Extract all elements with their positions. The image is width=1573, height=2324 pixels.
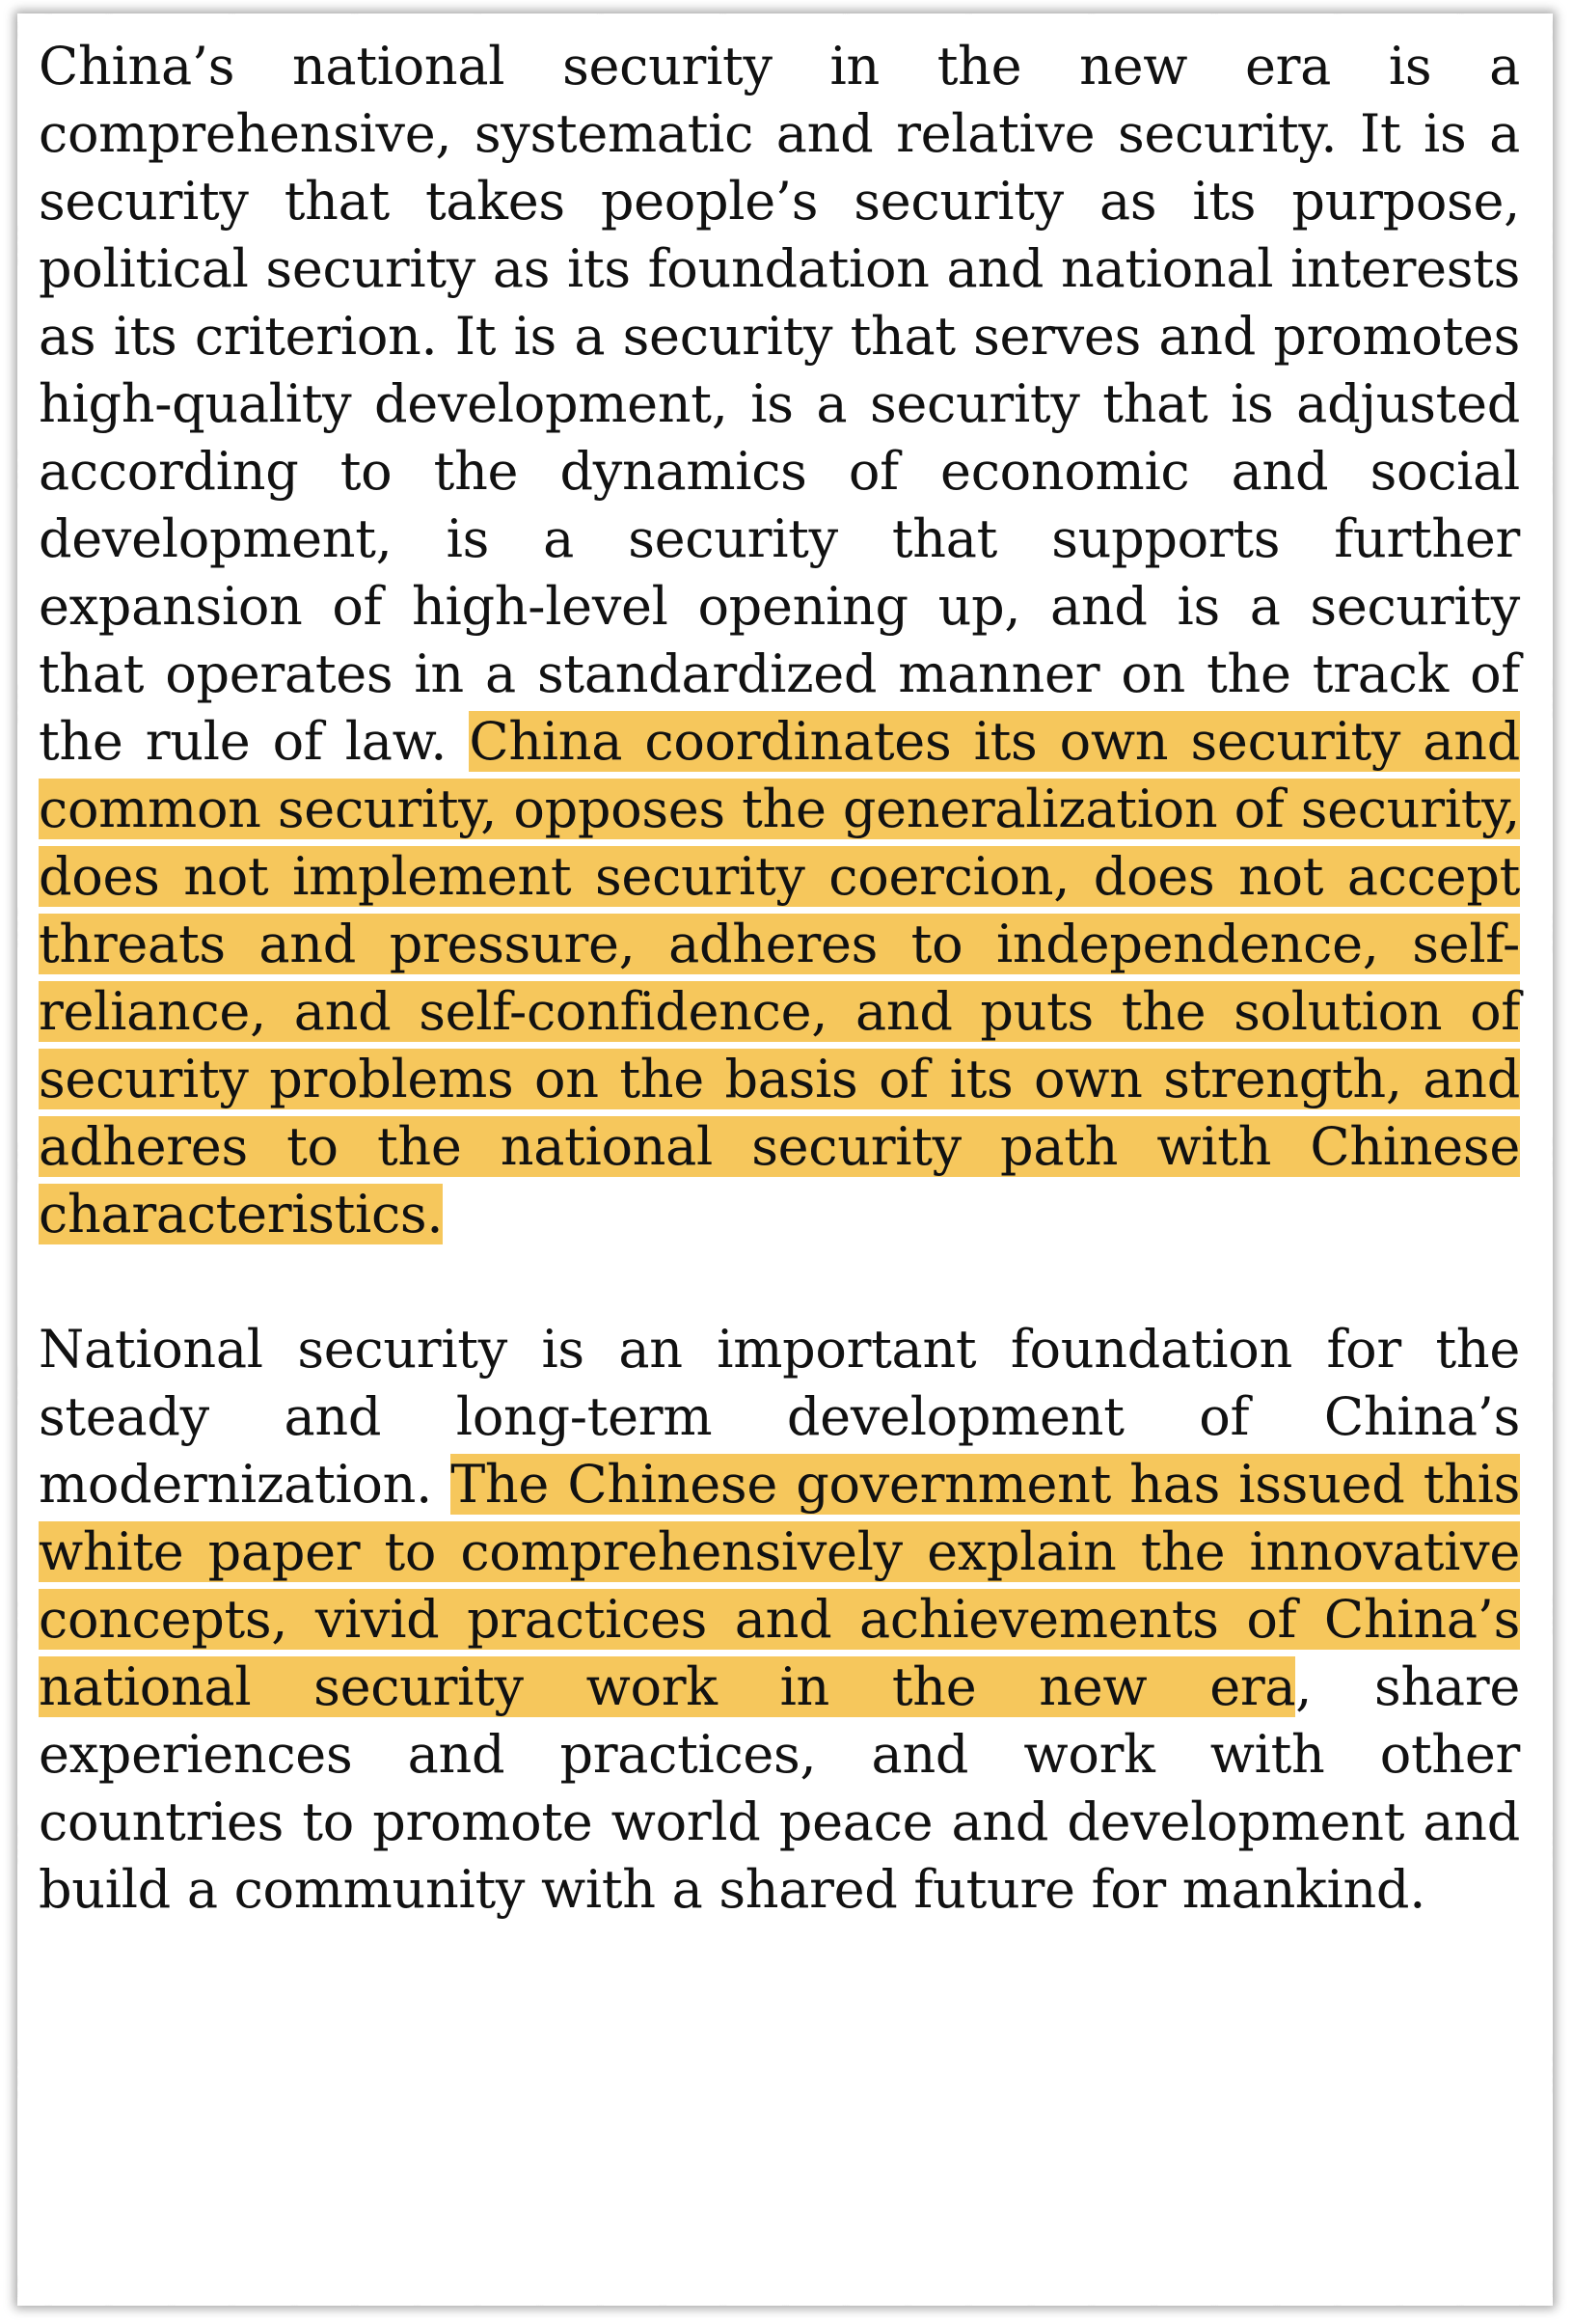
paragraph-1-text: China’s national security in the new era is a comprehensive, systematic and relative security. It is a security that takes people’s security as its purpose, political security as its foundation and national interests as its criterion. It is a security that serves and promotes high-quality development, is a security that is adjusted according to the dynamics of economic and social development, is a security that supports further expansion of high-level opening up, and is a security that operates in a standardized manner on the track of the rule of law.	[39, 36, 1520, 772]
paragraph-2-text-after: , share experiences and practices, and work with other countries to promote world peace and development and build a community with a shared future for mankind.	[39, 1656, 1520, 1920]
paragraph-1	[39, 33, 1520, 1248]
paragraph-2-highlight: The Chinese government has issued this white paper to comprehensively explain the innovative concepts, vivid practices and achievements of China’s national security work in the new era	[39, 1454, 1520, 1717]
paragraph-2	[39, 1316, 1520, 1924]
paragraph-1-highlight: China coordinates its own security and common security, opposes the generalization of security, does not implement security coercion, does not accept threats and pressure, adheres to independence, self-reliance, and self-confidence, and puts the solution of security problems on the basis of its own strength, and adheres to the national security path with Chinese characteristics.	[39, 711, 1520, 1244]
document-body	[39, 33, 1520, 1924]
paragraph-2-text: National security is an important foundation for the steady and long-term development of China’s modernization.	[39, 1319, 1520, 1515]
